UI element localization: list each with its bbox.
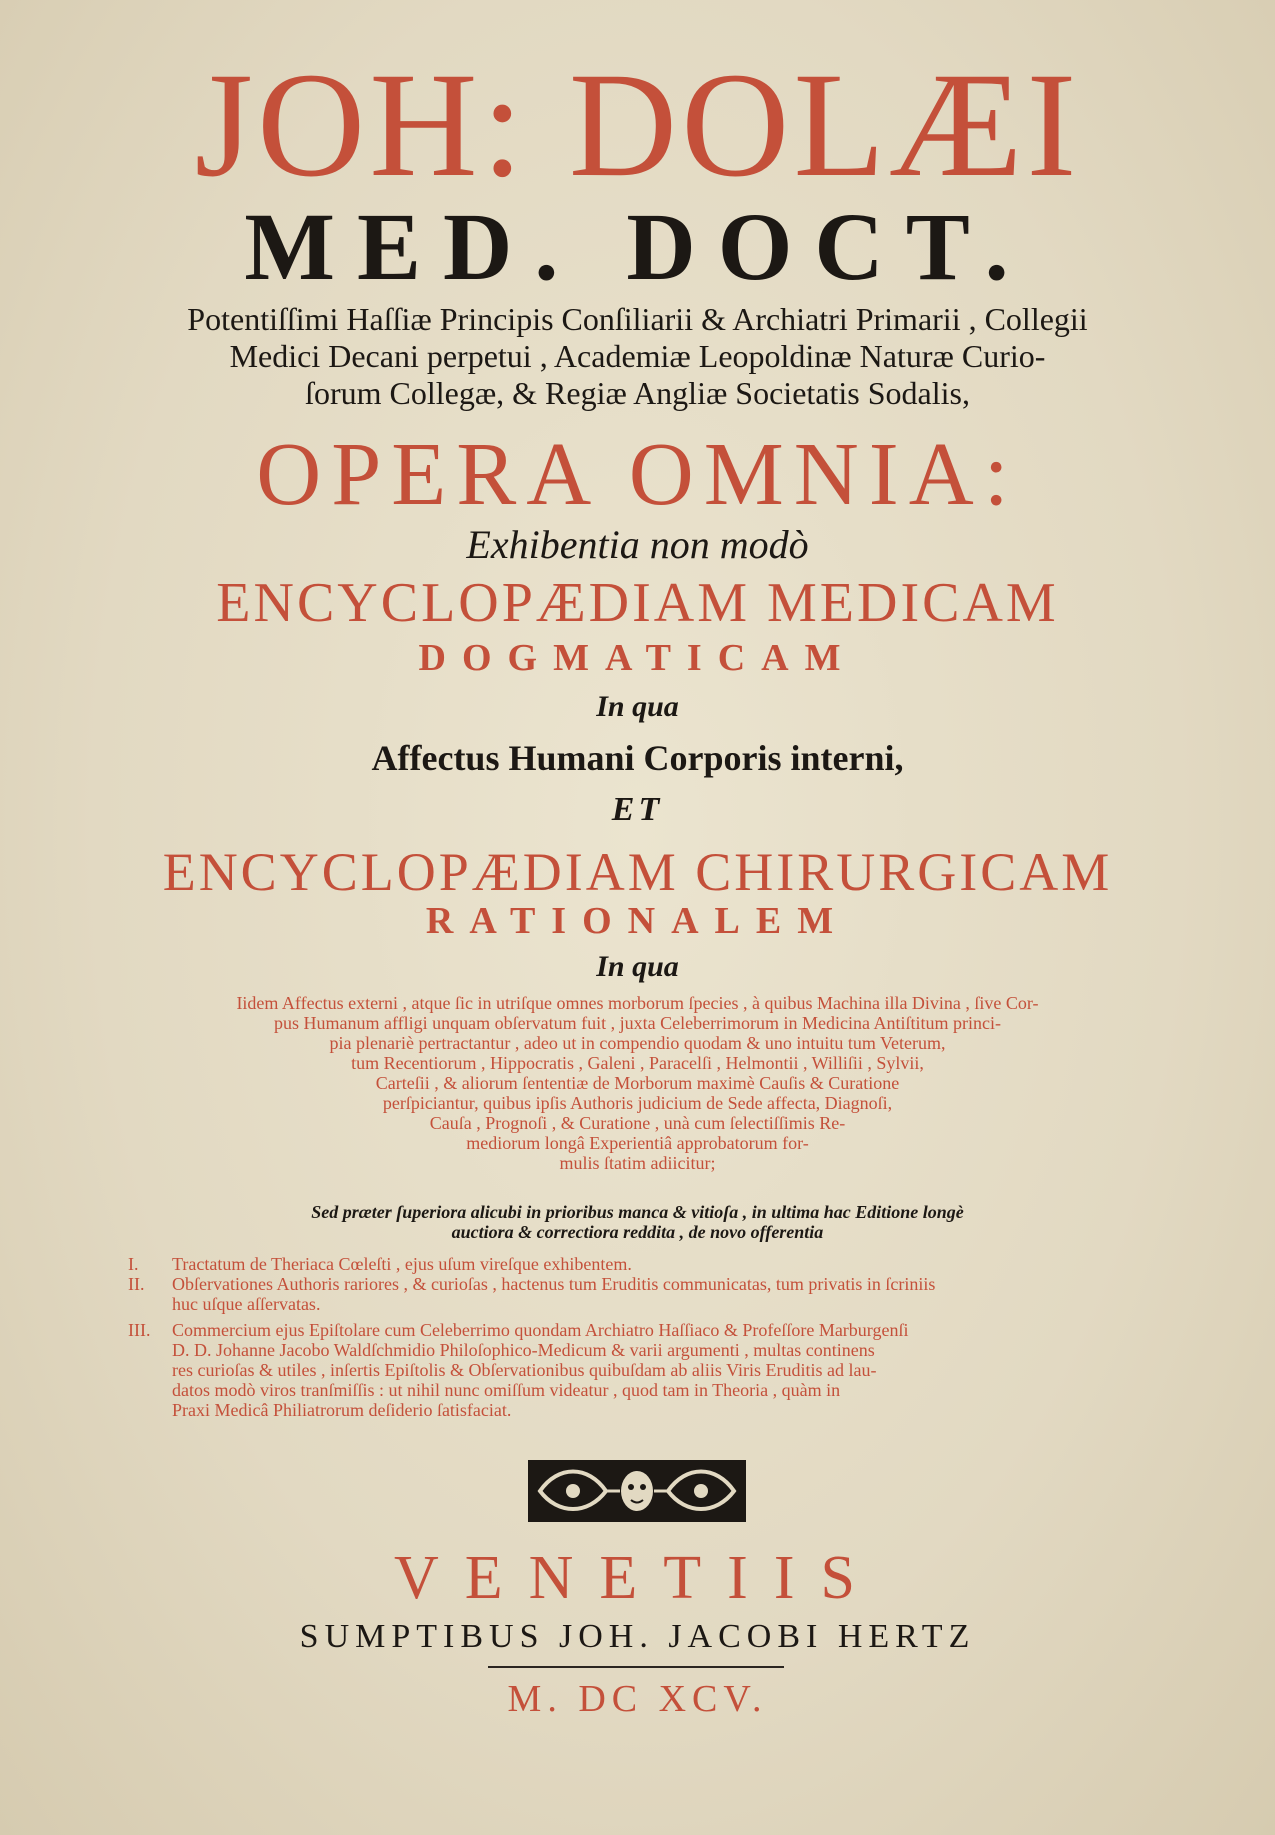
description-line: pus Humanum affligi unquam obſervatum fuit , juxta Celeberrimorum in Medicina Antiſtitum princi-: [273, 1013, 1002, 1033]
description-line: Cauſa , Prognoſi , & Curatione , unà cum ſelectiſſimis Re-: [429, 1113, 846, 1133]
et-line: ET: [611, 791, 664, 828]
encyclopaedia-medica-heading: ENCYCLOPÆDIAM MEDICAM: [216, 572, 1059, 634]
description-line: Carteſii , & aliorum ſententiæ de Morborum maximè Cauſis & Curatione: [375, 1073, 900, 1093]
contents-text: Commercium ejus Epiſtolare cum Celeberrimo quondam Archiatro Haſſiaco & Profeſſore Marburgenſi: [172, 1320, 909, 1340]
contents-text: huc uſque aſſervatas.: [172, 1294, 321, 1314]
contents-text: D. D. Johanne Jacobo Waldſchmidio Philoſophico-Medicum & varii argumenti , multas continens: [172, 1340, 875, 1360]
contents-item: [128, 1320, 1158, 1340]
affectus-interni-line: Affectus Humani Corporis interni,: [371, 738, 904, 778]
imprint-city: VENETIIS: [394, 1544, 881, 1612]
imprint-year: M. DC XCV.: [507, 1678, 768, 1720]
author-name: JOH: DOLÆI: [194, 42, 1081, 208]
printers-ornament-icon: [528, 1460, 746, 1522]
author-titles-line: ſorum Collegæ, & Regiæ Angliæ Societatis Sodalis,: [305, 375, 970, 411]
sed-praeter-line: Sed præter ſuperiora alicubi in prioribus manca & vitioſa , in ultima hac Editione longè: [311, 1202, 964, 1222]
contents-item: [128, 1254, 1158, 1274]
rationalem-heading: RATIONALEM: [425, 900, 850, 942]
contents-number: I.: [128, 1254, 139, 1274]
contents-text: datos modò viros tranſmiſſis : ut nihil nunc omiſſum videatur , quod tam in Theoria , quàm in: [172, 1380, 841, 1400]
description-line: tum Recentiorum , Hippocratis , Galeni , Paracelſi , Helmontii , Williſii , Sylvii,: [351, 1053, 924, 1073]
in-qua-line: In qua: [596, 950, 679, 983]
imprint-publisher: SUMPTIBUS JOH. JACOBI HERTZ: [299, 1618, 976, 1655]
in-qua-line: In qua: [596, 690, 679, 723]
author-titles-line: Medici Decani perpetui , Academiæ Leopoldinæ Naturæ Curio-: [229, 338, 1046, 374]
imprint-rule: [488, 1666, 784, 1668]
sed-praeter-line: auctiora & correctiora reddita , de novo offerentia: [451, 1222, 824, 1242]
description-line: perſpiciantur, quibus ipſis Authoris judicium de Sede affecta, Diagnoſi,: [382, 1093, 893, 1113]
description-line: pia plenariè pertractantur , adeo ut in compendio quodam & uno intuitu tum Veterum,: [329, 1033, 946, 1053]
contents-item: [128, 1274, 1158, 1294]
author-titles-line: Potentiſſimi Haſſiæ Principis Conſiliarii & Archiatri Primarii , Collegii: [187, 301, 1088, 337]
contents-text: Tractatum de Theriaca Cœleſti , ejus uſum vireſque exhibentem.: [172, 1254, 632, 1274]
contents-text: Obſervationes Authoris rariores , & curioſas , hactenus tum Eruditis communicatas, tum privatis in ſcriniis: [172, 1274, 936, 1294]
author-degree: MED. DOCT.: [244, 193, 1031, 300]
contents-number: III.: [128, 1320, 151, 1340]
exhibentia-line: Exhibentia non modò: [466, 522, 809, 567]
contents-text: Praxi Medicâ Philiatrorum deſiderio ſatisfaciat.: [172, 1400, 512, 1420]
contents-number: II.: [128, 1274, 145, 1294]
description-line: mulis ſtatim adiicitur;: [559, 1153, 716, 1173]
description-line: mediorum longâ Experientiâ approbatorum for-: [466, 1133, 809, 1153]
encyclopaedia-chirurgica-heading: ENCYCLOPÆDIAM CHIRURGICAM: [162, 842, 1113, 902]
description-line: Iidem Affectus externi , atque ſic in utriſque omnes morborum ſpecies , à quibus Machina illa Divina , ſive Cor-: [236, 993, 1039, 1013]
work-title: OPERA OMNIA:: [256, 425, 1019, 524]
contents-text: res curioſas & utiles , inſertis Epiſtolis & Obſervationibus quibuſdam ab aliis Viris Eruditis ad lau-: [172, 1360, 877, 1380]
dogmaticam-heading: DOGMATICAM: [418, 637, 857, 679]
